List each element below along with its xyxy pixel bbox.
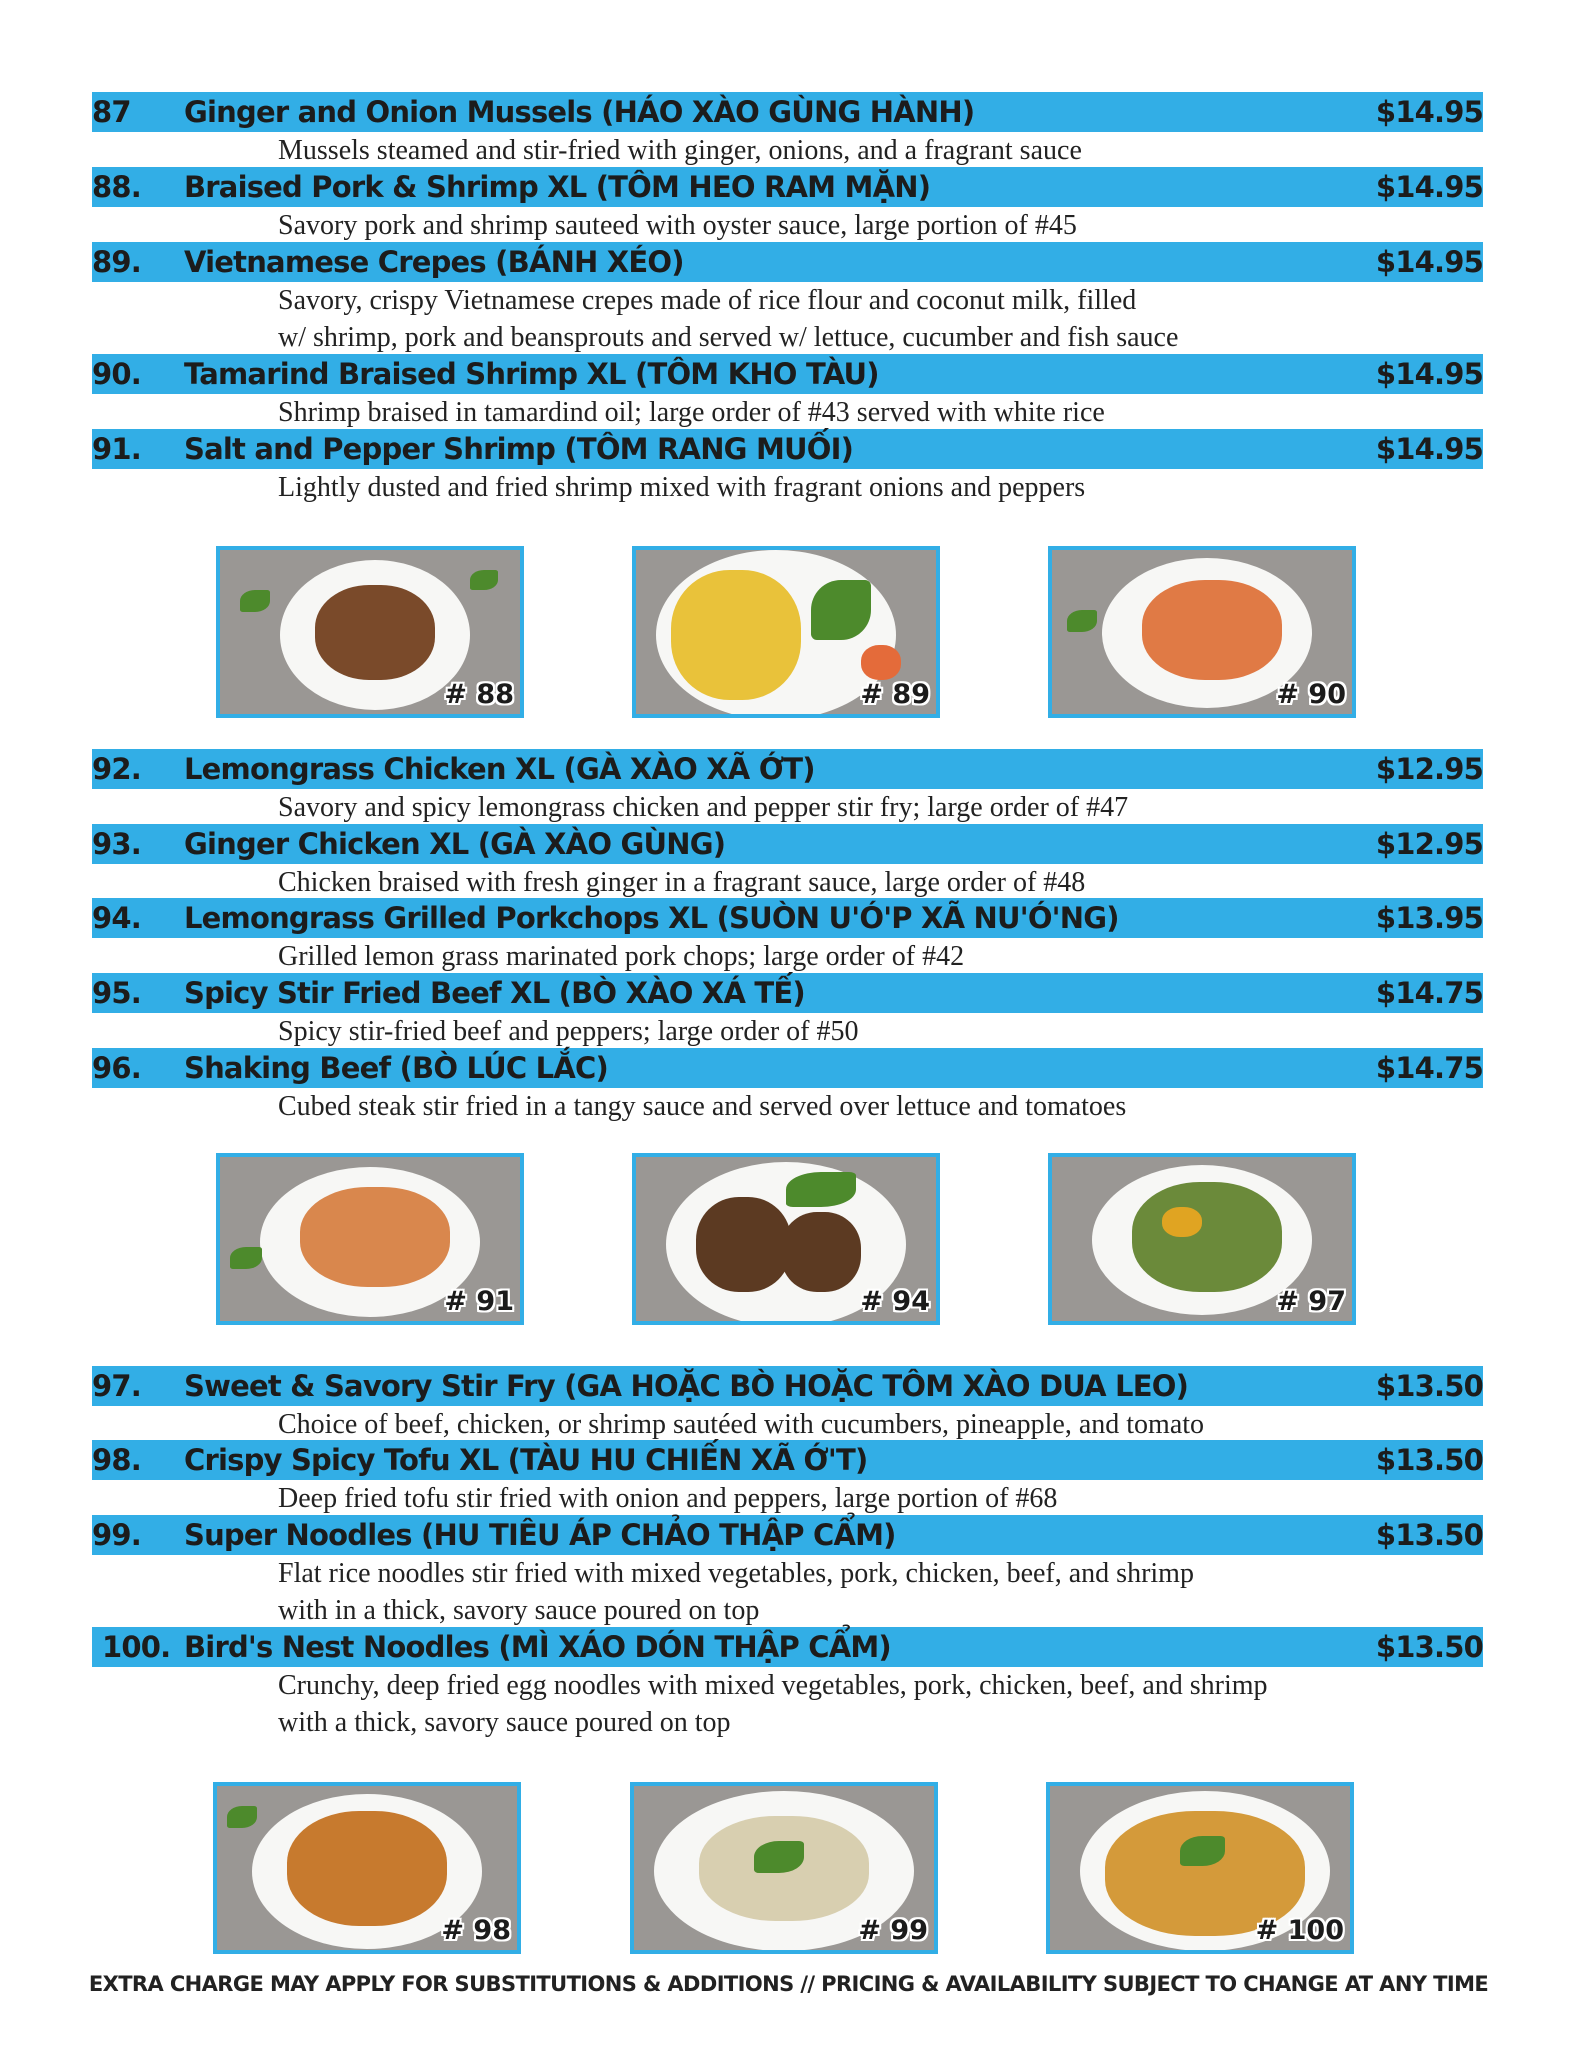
item-number: 99.	[92, 1518, 141, 1552]
item-description: Cubed steak stir fried in a tangy sauce and served over lettuce and tomatoes	[278, 1091, 1127, 1122]
photo-label: # 94	[860, 1286, 930, 1317]
item-description: Savory, crispy Vietnamese crepes made of rice flour and coconut milk, filled	[278, 285, 1137, 316]
dish-photo	[216, 546, 524, 718]
item-name: Salt and Pepper Shrimp (TÔM RANG MUỐI)	[184, 432, 854, 466]
item-description: Flat rice noodles stir fried with mixed vegetables, pork, chicken, beef, and shrimp	[278, 1558, 1194, 1589]
dish-photo	[1046, 1782, 1354, 1954]
item-name: Shaking Beef (BÒ LÚC LẮC)	[184, 1051, 608, 1085]
item-name: Crispy Spicy Tofu XL (TÀU HU CHIẾN XÃ Ớ'T)	[184, 1443, 868, 1477]
item-price: $14.95	[1375, 170, 1483, 204]
item-number: 90.	[92, 357, 141, 391]
item-number: 92.	[92, 752, 141, 786]
photo-label: # 89	[860, 679, 930, 710]
photo-label: # 98	[441, 1915, 511, 1946]
menu-item-bar	[92, 1515, 1483, 1555]
dish-photo	[630, 1782, 938, 1954]
item-number: 98.	[92, 1443, 141, 1477]
menu-item-bar	[92, 167, 1483, 207]
item-description: Savory and spicy lemongrass chicken and pepper stir fry; large order of #47	[278, 792, 1129, 823]
item-description: Deep fried tofu stir fried with onion and peppers, large portion of #68	[278, 1483, 1058, 1514]
item-number: 88.	[92, 170, 141, 204]
item-number: 94.	[92, 901, 141, 935]
item-name: Ginger Chicken XL (GÀ XÀO GÙNG)	[184, 827, 726, 861]
item-price: $13.50	[1375, 1630, 1483, 1664]
item-number: 95.	[92, 976, 141, 1010]
menu-item-bar	[92, 824, 1483, 864]
item-price: $14.95	[1375, 357, 1483, 391]
menu-item-bar	[92, 92, 1483, 132]
dish-photo	[213, 1782, 521, 1954]
item-description: Choice of beef, chicken, or shrimp sautéed with cucumbers, pineapple, and tomato	[278, 1409, 1205, 1440]
item-description: Spicy stir-fried beef and peppers; large order of #50	[278, 1016, 859, 1047]
item-name: Spicy Stir Fried Beef XL (BÒ XÀO XÁ TẾ)	[184, 976, 805, 1010]
item-price: $12.95	[1375, 827, 1483, 861]
photo-label: # 91	[444, 1286, 514, 1317]
item-number: 100.	[102, 1630, 171, 1664]
item-name: Vietnamese Crepes (BÁNH XÉO)	[184, 245, 684, 279]
item-price: $13.50	[1375, 1518, 1483, 1552]
menu-item-bar	[92, 1366, 1483, 1406]
dish-photo	[632, 1153, 940, 1325]
dish-photo	[1048, 546, 1356, 718]
item-description: with in a thick, savory sauce poured on top	[278, 1595, 760, 1626]
menu-item-bar	[92, 1048, 1483, 1088]
item-name: Ginger and Onion Mussels (HÁO XÀO GÙNG HÀNH)	[184, 95, 975, 129]
item-number: 87	[92, 95, 131, 129]
item-price: $13.95	[1375, 901, 1483, 935]
item-price: $14.75	[1375, 1051, 1483, 1085]
item-number: 93.	[92, 827, 141, 861]
item-description: Shrimp braised in tamardind oil; large order of #43 served with white rice	[278, 397, 1105, 428]
item-name: Bird's Nest Noodles (MÌ XÁO DÓN THẬP CẨM)	[184, 1630, 891, 1664]
item-number: 96.	[92, 1051, 141, 1085]
dish-photo	[632, 546, 940, 718]
item-price: $14.95	[1375, 95, 1483, 129]
item-name: Lemongrass Grilled Porkchops XL (SUÒN U'Ó'P XÃ NU'Ó'NG)	[184, 901, 1119, 935]
item-price: $14.75	[1375, 976, 1483, 1010]
menu-item-bar	[92, 429, 1483, 469]
item-price: $13.50	[1375, 1369, 1483, 1403]
photo-label: # 97	[1276, 1286, 1346, 1317]
item-name: Lemongrass Chicken XL (GÀ XÀO XÃ ỚT)	[184, 752, 815, 786]
item-number: 89.	[92, 245, 141, 279]
item-description: w/ shrimp, pork and beansprouts and served w/ lettuce, cucumber and fish sauce	[278, 322, 1179, 353]
item-price: $14.95	[1375, 432, 1483, 466]
item-description: Lightly dusted and fried shrimp mixed with fragrant onions and peppers	[278, 472, 1086, 503]
item-price: $14.95	[1375, 245, 1483, 279]
dish-photo	[216, 1153, 524, 1325]
item-description: Grilled lemon grass marinated pork chops; large order of #42	[278, 941, 965, 972]
item-description: Savory pork and shrimp sauteed with oyster sauce, large portion of #45	[278, 210, 1077, 241]
menu-item-bar	[92, 1627, 1483, 1667]
item-number: 97.	[92, 1369, 141, 1403]
item-name: Braised Pork & Shrimp XL (TÔM HEO RAM MẶN)	[184, 170, 931, 204]
item-description: with a thick, savory sauce poured on top	[278, 1707, 731, 1738]
photo-label: # 88	[444, 679, 514, 710]
photo-label: # 90	[1276, 679, 1346, 710]
menu-item-bar	[92, 242, 1483, 282]
photo-label: # 100	[1255, 1915, 1344, 1946]
item-price: $13.50	[1375, 1443, 1483, 1477]
menu-item-bar	[92, 749, 1483, 789]
menu-item-bar	[92, 898, 1483, 938]
item-description: Crunchy, deep fried egg noodles with mixed vegetables, pork, chicken, beef, and shrimp	[278, 1670, 1268, 1701]
menu-item-bar	[92, 973, 1483, 1013]
item-description: Mussels steamed and stir-fried with ginger, onions, and a fragrant sauce	[278, 135, 1082, 166]
item-name: Tamarind Braised Shrimp XL (TÔM KHO TÀU)	[184, 357, 879, 391]
item-price: $12.95	[1375, 752, 1483, 786]
menu-item-bar	[92, 1440, 1483, 1480]
photo-label: # 99	[858, 1915, 928, 1946]
item-name: Super Noodles (HU TIÊU ÁP CHẢO THẬP CẨM)	[184, 1518, 896, 1552]
item-number: 91.	[92, 432, 141, 466]
menu-item-bar	[92, 354, 1483, 394]
footer-disclaimer: EXTRA CHARGE MAY APPLY FOR SUBSTITUTIONS & ADDITIONS // PRICING & AVAILABILITY SUBJECT TO CHANGE AT ANY TIME	[88, 1972, 1489, 1996]
dish-photo	[1048, 1153, 1356, 1325]
item-name: Sweet & Savory Stir Fry (GA HOẶC BÒ HOẶC TÔM XÀO DUA LEO)	[184, 1369, 1189, 1403]
item-description: Chicken braised with fresh ginger in a fragrant sauce, large order of #48	[278, 867, 1086, 898]
